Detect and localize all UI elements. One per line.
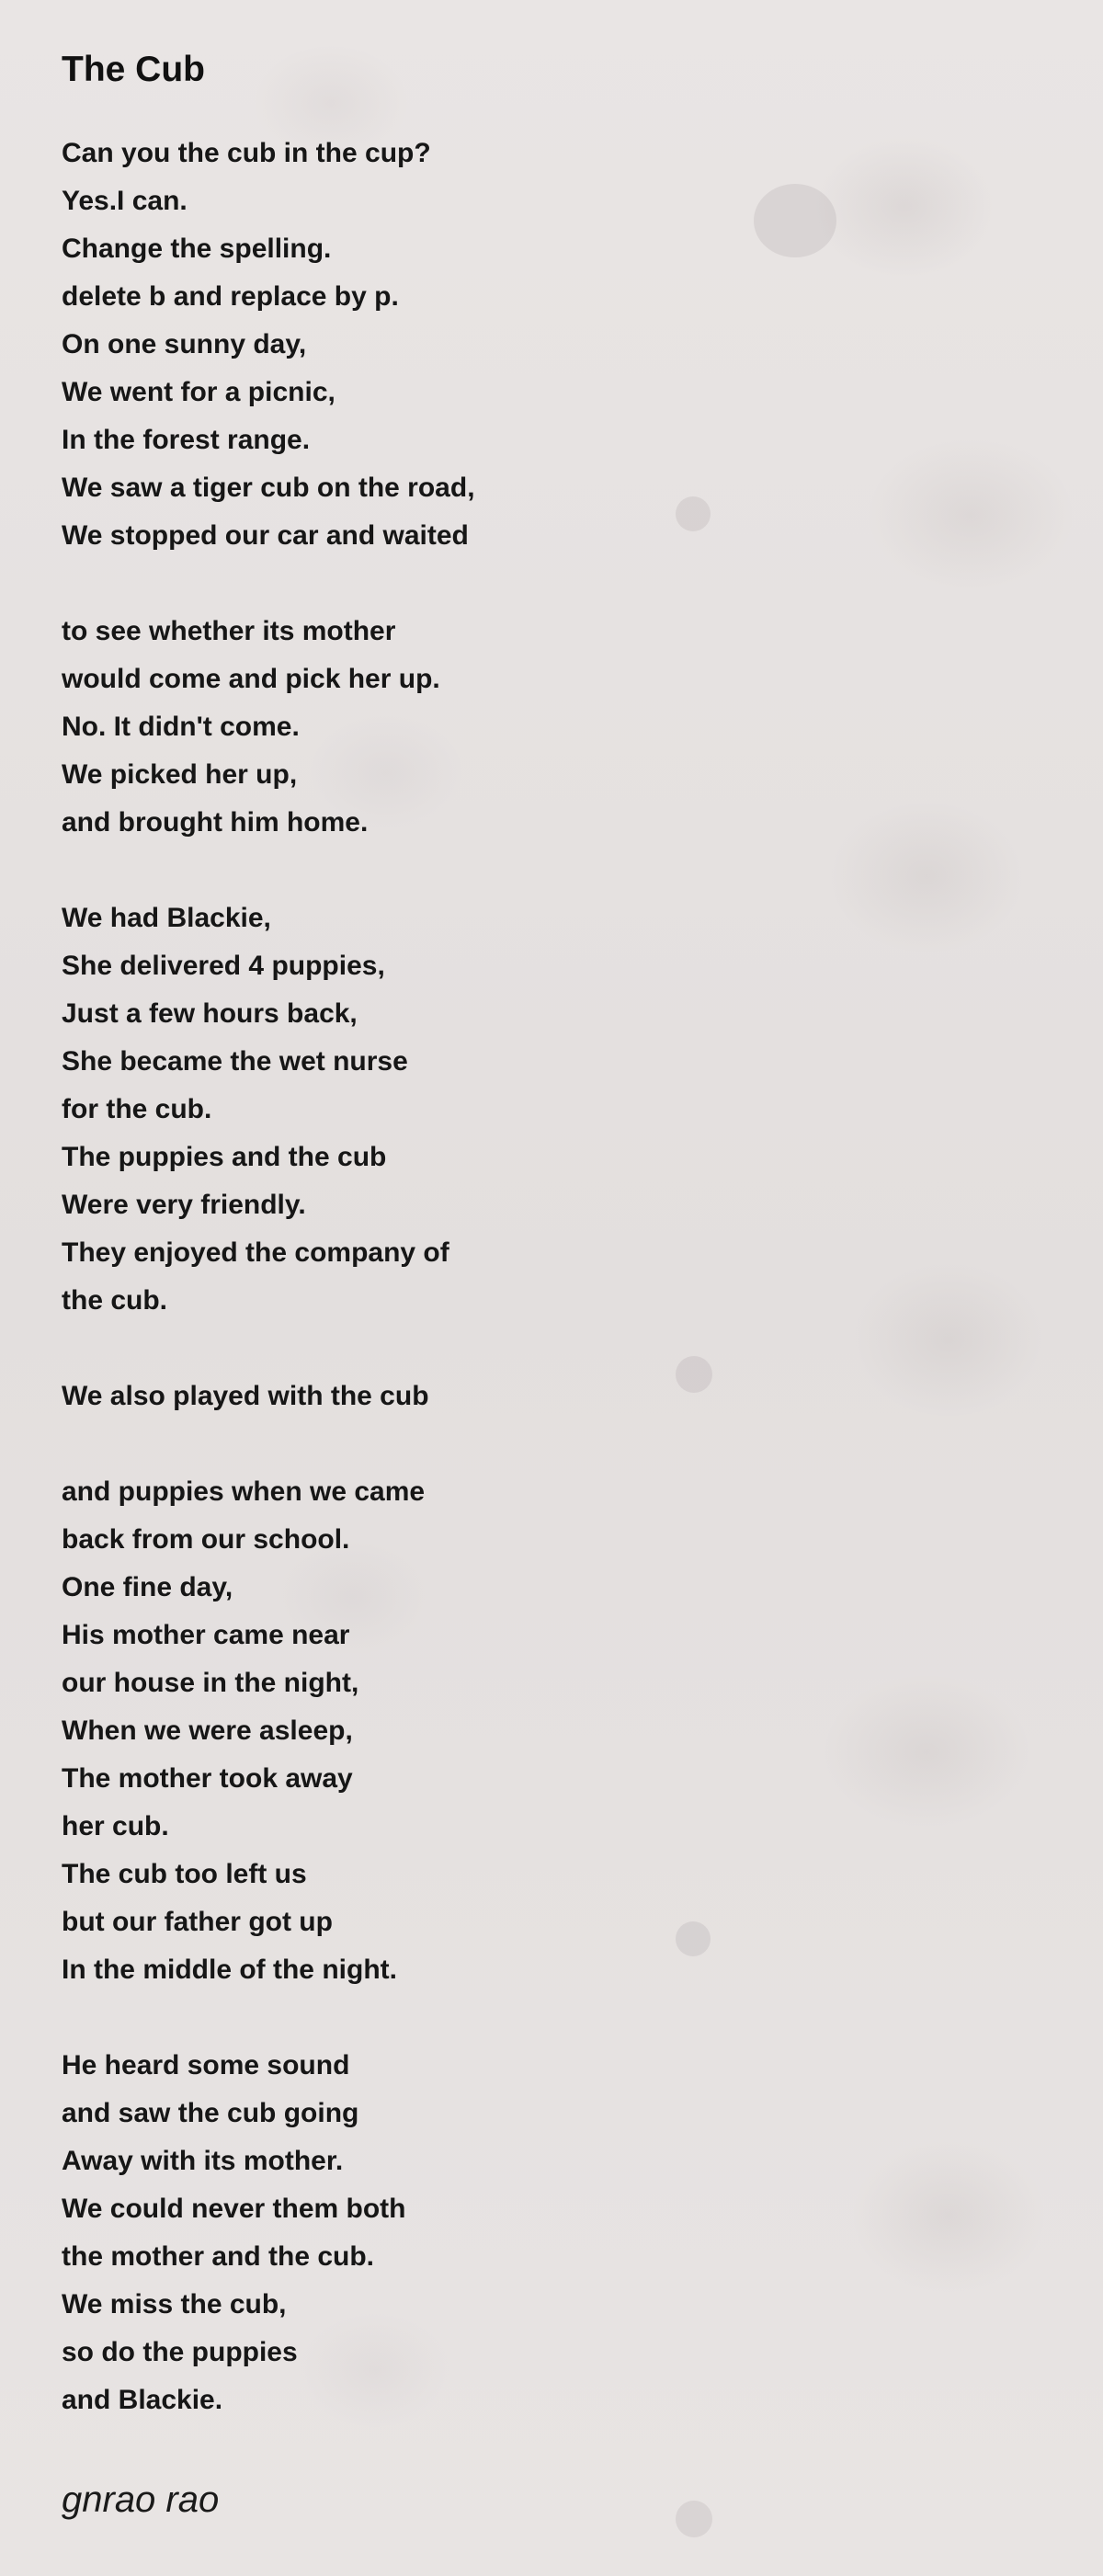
poem-line: In the forest range. — [62, 425, 311, 455]
poem-line: the mother and the cub. — [62, 2241, 375, 2272]
poem-line: No. It didn't come. — [62, 712, 300, 742]
poem-line: and Blackie. — [62, 2385, 223, 2415]
poem-line: the cub. — [62, 1285, 168, 1316]
poem-line: but our father got up — [62, 1907, 333, 1937]
poem-line: The puppies and the cub — [62, 1142, 387, 1172]
poem-line: and brought him home. — [62, 807, 369, 838]
poem-title: The Cub — [62, 50, 205, 89]
poem-line: In the middle of the night. — [62, 1955, 397, 1985]
poem-line: Were very friendly. — [62, 1190, 306, 1220]
poem-line: Change the spelling. — [62, 234, 332, 264]
poem-line: would come and pick her up. — [62, 664, 440, 694]
poem-body — [62, 130, 889, 2424]
poem-line: our house in the night, — [62, 1668, 359, 1698]
poem-line: Can you the cub in the cup? — [62, 138, 431, 168]
poem-line: When we were asleep, — [62, 1715, 353, 1746]
poem-line: back from our school. — [62, 1524, 350, 1555]
poem-line: so do the puppies — [62, 2337, 298, 2367]
poem-line: her cub. — [62, 1811, 169, 1841]
stanza-1 — [62, 130, 889, 560]
poem-line: and saw the cub going — [62, 2098, 359, 2128]
poem-line: delete b and replace by p. — [62, 281, 399, 312]
stanza-4 — [62, 1373, 889, 1420]
poem-line: On one sunny day, — [62, 329, 307, 359]
poem-page — [62, 44, 889, 2527]
poem-line: for the cub. — [62, 1094, 212, 1124]
stanza-6 — [62, 2042, 889, 2424]
poem-line: We stopped our car and waited — [62, 520, 469, 551]
poem-line: We also played with the cub — [62, 1381, 429, 1411]
poem-line: Yes.I can. — [62, 186, 188, 216]
poem-line: Just a few hours back, — [62, 998, 358, 1029]
stanza-3 — [62, 895, 889, 1325]
poem-line: We had Blackie, — [62, 903, 271, 933]
poem-line: They enjoyed the company of — [62, 1237, 449, 1268]
poem-line: The cub too left us — [62, 1859, 307, 1889]
poem-line: and puppies when we came — [62, 1476, 426, 1507]
poem-line: Away with its mother. — [62, 2146, 344, 2176]
poem-line: We went for a picnic, — [62, 377, 335, 407]
poem-line: We saw a tiger cub on the road, — [62, 473, 475, 503]
poem-line: We miss the cub, — [62, 2289, 287, 2320]
poem-line: We picked her up, — [62, 759, 298, 790]
poem-line: We could never them both — [62, 2194, 406, 2224]
poem-line: to see whether its mother — [62, 616, 396, 646]
poem-line: His mother came near — [62, 1620, 350, 1650]
stanza-2 — [62, 608, 889, 847]
poem-line: One fine day, — [62, 1572, 233, 1602]
poem-line: She became the wet nurse — [62, 1046, 408, 1077]
poem-author: gnrao rao — [62, 2479, 220, 2520]
poem-line: She delivered 4 puppies, — [62, 951, 385, 981]
poem-line: The mother took away — [62, 1763, 353, 1794]
stanza-5 — [62, 1468, 889, 1994]
poem-line: He heard some sound — [62, 2050, 350, 2080]
